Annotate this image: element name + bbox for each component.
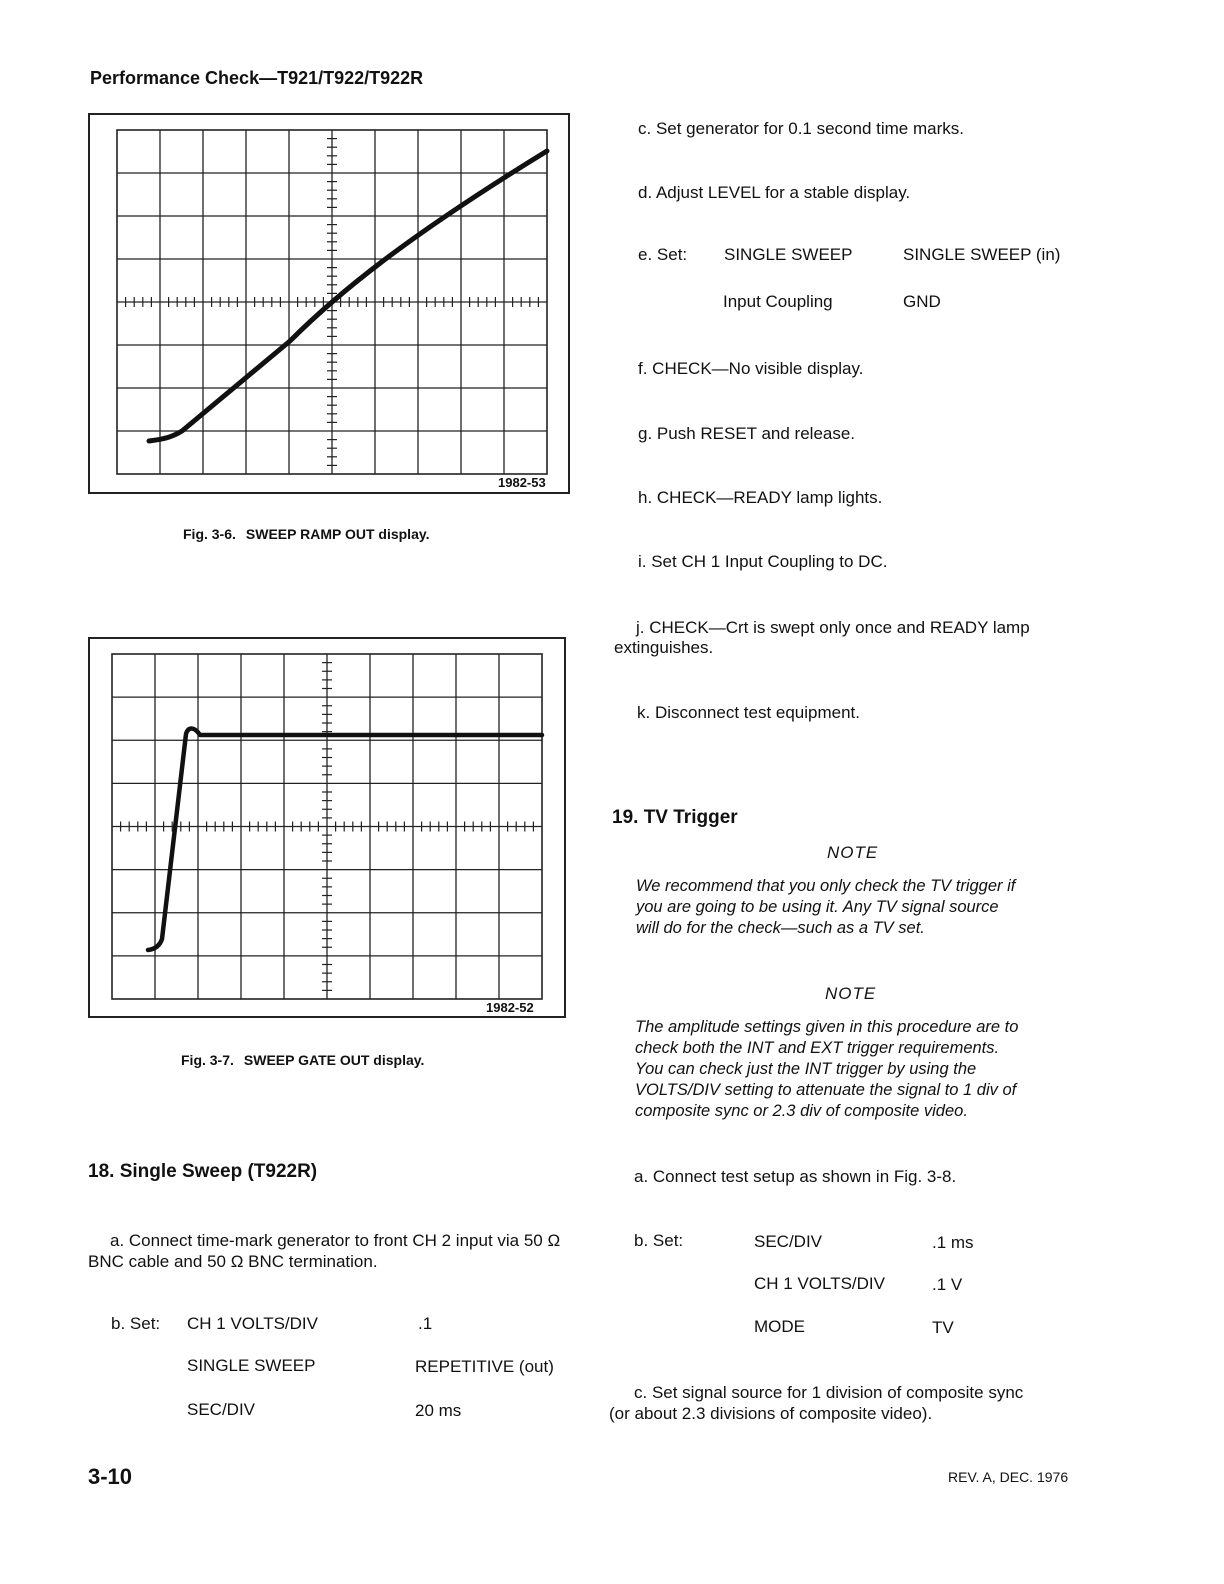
setting-value: .1 ms <box>932 1233 974 1252</box>
setting-value: .1 V <box>932 1275 963 1294</box>
setting-name: MODE <box>754 1317 805 1336</box>
setting-value: REPETITIVE (out) <box>415 1357 554 1376</box>
setting-name: SINGLE SWEEP <box>187 1356 316 1375</box>
note-line: VOLTS/DIV setting to attenuate the signal to 1 div of <box>635 1081 1017 1099</box>
figure-title: SWEEP GATE OUT display. <box>243 1052 425 1068</box>
step-18i: i. Set CH 1 Input Coupling to DC. <box>638 552 888 571</box>
ramp-graticule <box>90 115 568 492</box>
setting-name: CH 1 VOLTS/DIV <box>754 1274 885 1293</box>
note-line: The amplitude settings given in this procedure are to <box>635 1018 1019 1036</box>
note-line: You can check just the INT trigger by using the <box>635 1060 977 1078</box>
setting-name: Input Coupling <box>723 292 833 311</box>
setting-value: 20 ms <box>415 1401 462 1420</box>
note-line: We recommend that you only check the TV trigger if <box>636 877 1016 895</box>
step-18g: g. Push RESET and release. <box>638 424 856 443</box>
step-18j-line2: extinguishes. <box>614 638 714 657</box>
setting-value: GND <box>903 292 941 311</box>
page-header: Performance Check—T921/T922/T922R <box>90 68 424 88</box>
figure-caption-3-6 <box>183 526 430 542</box>
step-18f: f. CHECK—No visible display. <box>638 359 864 378</box>
gate-graticule <box>90 639 564 1016</box>
ramp-trace <box>149 151 547 441</box>
step-19c-line2: (or about 2.3 divisions of composite video). <box>609 1404 933 1423</box>
section-18-title: 18. Single Sweep (T922R) <box>88 1161 318 1182</box>
step-18b-label: b. Set: <box>111 1314 161 1333</box>
figure-id: 1982-52 <box>486 1000 534 1015</box>
note-line: composite sync or 2.3 div of composite video. <box>635 1102 968 1120</box>
note-line: will do for the check—such as a TV set. <box>636 919 925 937</box>
step-19a: a. Connect test setup as shown in Fig. 3-8. <box>634 1167 957 1186</box>
step-19b-label: b. Set: <box>634 1231 684 1250</box>
gate-trace <box>148 729 542 951</box>
setting-name: SEC/DIV <box>754 1232 823 1251</box>
note-title: NOTE <box>825 984 877 1003</box>
step-18k: k. Disconnect test equipment. <box>637 703 861 722</box>
step-18e-label: e. Set: <box>638 245 688 264</box>
figure-label: Fig. 3-7. <box>181 1052 234 1068</box>
step-18c: c. Set generator for 0.1 second time marks. <box>638 119 964 138</box>
figure-caption-3-7 <box>181 1052 424 1068</box>
revision-note: REV. A, DEC. 1976 <box>948 1469 1069 1485</box>
setting-name: CH 1 VOLTS/DIV <box>187 1314 318 1333</box>
figure-label: Fig. 3-6. <box>183 526 236 542</box>
figure-title: SWEEP RAMP OUT display. <box>245 526 430 542</box>
page-number: 3-10 <box>88 1464 133 1489</box>
setting-value: SINGLE SWEEP (in) <box>903 245 1061 264</box>
note-title: NOTE <box>827 843 879 862</box>
setting-name: SEC/DIV <box>187 1400 256 1419</box>
setting-value: TV <box>932 1318 954 1337</box>
figure-id: 1982-53 <box>498 475 546 490</box>
step-18j-line1: j. CHECK—Crt is swept only once and READY lamp <box>636 618 1030 637</box>
figure-3-6 <box>88 113 570 494</box>
note-body-2 <box>635 1017 1018 1122</box>
step-18a: a. Connect time-mark generator to front CH 2 input via 50 Ω BNC cable and 50 Ω BNC termination. <box>88 1231 561 1271</box>
step-19c-line1: c. Set signal source for 1 division of composite sync <box>634 1383 1024 1402</box>
step-18d: d. Adjust LEVEL for a stable display. <box>638 183 911 202</box>
step-18h: h. CHECK—READY lamp lights. <box>638 488 883 507</box>
note-body-1 <box>636 876 1015 939</box>
setting-name: SINGLE SWEEP <box>724 245 853 264</box>
section-19-title: 19. TV Trigger <box>612 807 738 828</box>
note-line: you are going to be using it. Any TV signal source <box>636 898 999 916</box>
setting-value: .1 <box>418 1314 433 1333</box>
note-line: check both the INT and EXT trigger requirements. <box>635 1039 1000 1057</box>
figure-3-7 <box>88 637 566 1018</box>
